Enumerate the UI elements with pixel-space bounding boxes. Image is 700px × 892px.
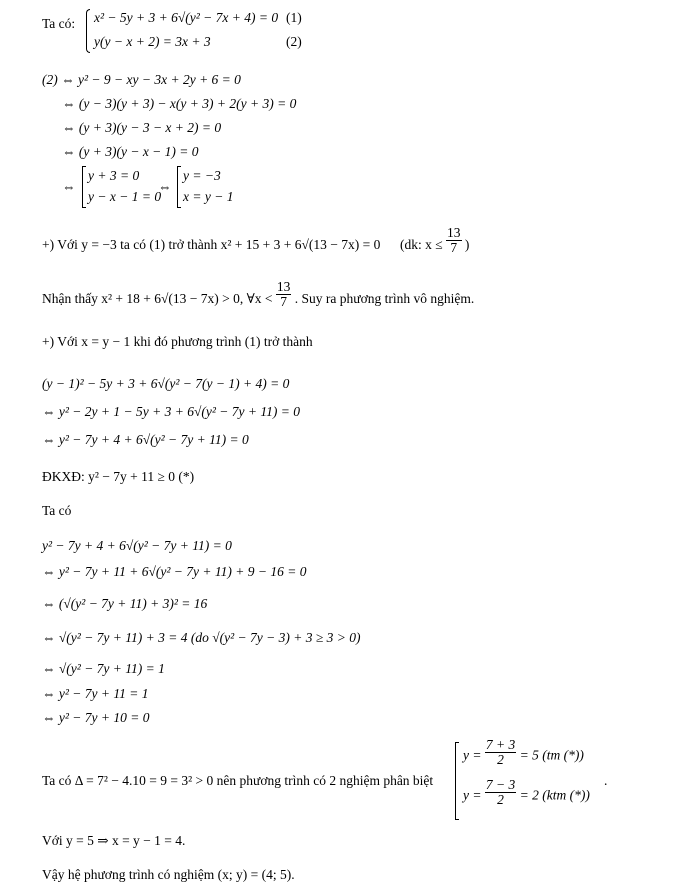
no-solution-note	[42, 279, 475, 310]
case-y-minus-3: +) Với y = −3 ta có (1) trở thành x² + 15 + 3 + 6√(13 − 7x) = 0	[42, 237, 381, 252]
case-bracket-a	[82, 166, 86, 208]
system-of-equations	[86, 6, 326, 54]
roots-bracket	[455, 742, 459, 820]
simplify-step-2: ⇔ y² − 7y + 4 + 6√(y² − 7y + 11) = 0	[42, 432, 249, 447]
derive-step-1: y² − 7y + 4 + 6√(y² − 7y + 11) = 0	[42, 538, 232, 553]
equation-2: y(y − x + 2) = 3x + 3	[94, 34, 211, 49]
derive-step-6: ⇔ y² − 7y + 11 = 1	[42, 686, 149, 701]
step-factor-2: ⇔ (y + 3)(y − 3 − x + 2) = 0	[62, 120, 222, 135]
root-1	[463, 737, 584, 767]
case-bracket-b	[177, 166, 181, 208]
domain-condition	[400, 225, 470, 256]
case-b-2: x = y − 1	[183, 189, 234, 204]
root-2-fraction	[485, 778, 516, 807]
root-1-fraction	[485, 738, 516, 767]
no-solution-fraction-den: 7	[280, 294, 288, 310]
equation-2-tag: (2)	[286, 34, 302, 49]
root-1-post: = 5 (tm (*))	[519, 747, 584, 763]
step-2-expand: (2) ⇔ y² − 9 − xy − 3x + 2y + 6 = 0	[42, 72, 241, 87]
intro-label: Ta có:	[42, 16, 76, 31]
case-b-1: y = −3	[183, 168, 221, 183]
domain-open: (dk: x ≤	[400, 237, 443, 252]
domain-fraction-den: 7	[450, 240, 458, 256]
derive-step-7: ⇔ y² − 7y + 10 = 0	[42, 710, 150, 725]
step-factor-3: ⇔ (y + 3)(y − x − 1) = 0	[62, 144, 199, 159]
substituted-equation: (y − 1)² − 5y + 3 + 6√(y² − 7(y − 1) + 4) = 0	[42, 376, 290, 391]
ta-co-label: Ta có	[42, 503, 72, 518]
case-a-1: y + 3 = 0	[88, 168, 140, 183]
domain-close: )	[464, 237, 470, 252]
roots-set	[455, 737, 608, 822]
derive-step-2: ⇔ y² − 7y + 11 + 6√(y² − 7y + 11) + 9 − 16 = 0	[42, 564, 307, 579]
case-arrow-2: ⇔	[158, 179, 172, 194]
domain-fraction-num: 13	[447, 225, 461, 241]
case-set-b	[177, 166, 267, 210]
root-2	[463, 777, 590, 807]
no-solution-fraction-num: 13	[276, 279, 291, 295]
root-1-pre: y =	[463, 747, 482, 763]
case-x-eq-y-minus-1: +) Với x = y − 1 khi đó phương trình (1) trở thành	[42, 334, 313, 349]
root-1-den: 2	[497, 752, 504, 767]
system-brace	[86, 9, 90, 53]
root-1-num: 7 + 3	[485, 737, 516, 752]
derive-step-5: ⇔ √(y² − 7y + 11) = 1	[42, 661, 165, 676]
discriminant-text: Ta có Δ = 7² − 4.10 = 9 = 3² > 0 nên phương trình có 2 nghiệm phân biệt	[42, 773, 434, 788]
root-2-num: 7 − 3	[485, 777, 516, 792]
derive-step-4: ⇔ √(y² − 7y + 11) + 3 = 4 (do √(y² − 7y − 3) + 3 ≥ 3 > 0)	[42, 630, 361, 645]
root-2-post: = 2 (ktm (*))	[519, 787, 590, 803]
root-2-den: 2	[497, 792, 504, 807]
equation-1-tag: (1)	[286, 10, 302, 25]
roots-period: .	[604, 773, 608, 788]
final-answer: Vậy hệ phương trình có nghiệm (x; y) = (4; 5).	[42, 867, 295, 882]
no-solution-pre: Nhận thấy x² + 18 + 6√(13 − 7x) > 0, ∀x <	[42, 291, 273, 306]
equation-1: x² − 5y + 3 + 6√(y² − 7x + 4) = 0	[94, 10, 279, 25]
root-2-pre: y =	[463, 787, 482, 803]
case-arrow: ⇔	[62, 179, 76, 194]
step-factor-1: ⇔ (y − 3)(y + 3) − x(y + 3) + 2(y + 3) = 0	[62, 96, 297, 111]
case-a-2: y − x − 1 = 0	[88, 189, 162, 204]
domain-statement: ĐKXĐ: y² − 7y + 11 ≥ 0 (*)	[42, 469, 195, 484]
domain-fraction	[446, 226, 462, 255]
solution-x: Với y = 5 ⇒ x = y − 1 = 4.	[42, 833, 186, 848]
derive-step-3: ⇔ (√(y² − 7y + 11) + 3)² = 16	[42, 596, 208, 611]
no-solution-fraction	[276, 280, 292, 309]
no-solution-post: . Suy ra phương trình vô nghiệm.	[294, 291, 475, 306]
simplify-step-1: ⇔ y² − 2y + 1 − 5y + 3 + 6√(y² − 7y + 11) = 0	[42, 404, 300, 419]
